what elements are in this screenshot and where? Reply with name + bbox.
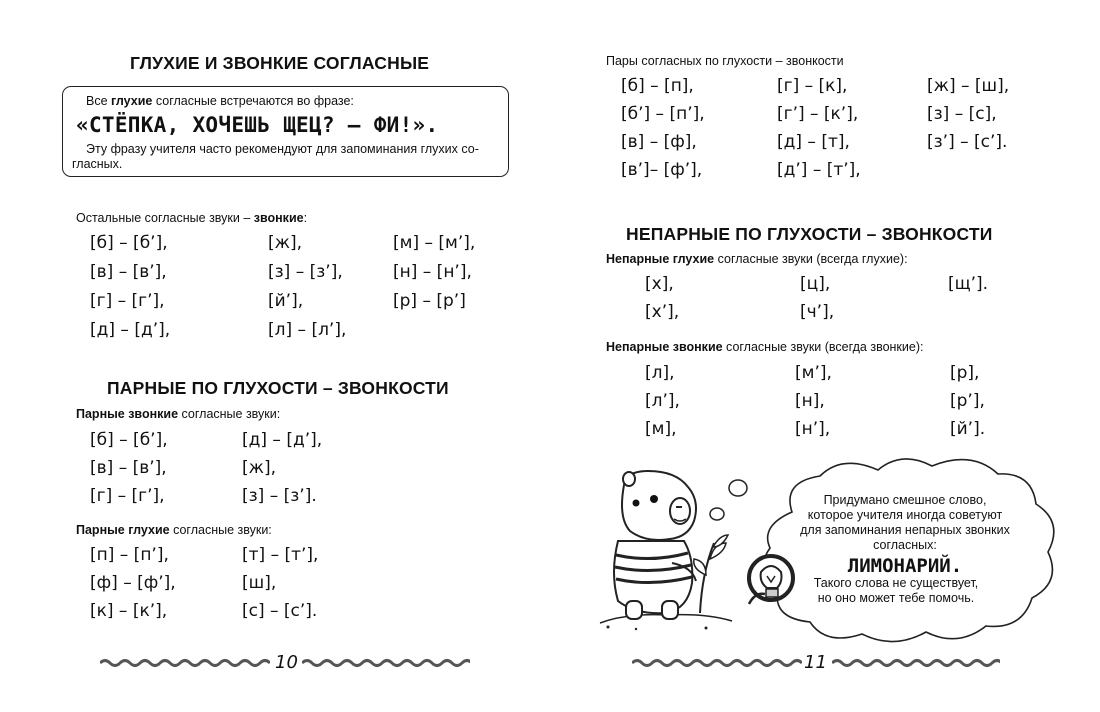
voiced-cell: [л] – [л’], [268,320,347,340]
cloud-text-top [770,493,1040,553]
pairs-cell: [д] – [т], [777,132,850,152]
voiced-intro-post: : [303,211,308,225]
unpaired-voiced-cell: [р], [950,363,980,383]
unpaired-voiceless-cell: [щ’]. [948,274,989,294]
unpaired-voiceless-cell: [х’], [645,302,680,322]
cloud-line2: которое учителя иногда советуют [807,508,1003,522]
paired-voiceless-cell: [ш], [242,573,277,593]
cloud-line5: Такого слова не существует, [813,576,979,590]
unpaired-voiced-cell: [н’], [795,419,831,439]
mnemonic-note-line1: Эту фразу учителя часто рекомендуют для запоминания глухих со- [86,142,479,156]
paired-voiceless-cell: [п] – [п’], [90,545,169,565]
unpaired-voiceless-cell: [ц], [800,274,831,294]
paired-voiceless-cell: [ф] – [ф’], [90,573,176,593]
pairs-cell: [в’]– [ф’], [621,160,703,180]
cloud-line3: для запоминания непарных звонких [800,523,1010,537]
page-number-right: 11 [804,652,827,673]
paired-voiced-cell: [б] – [б’], [90,430,168,450]
unpaired-voiceless-cell: [ч’], [800,302,835,322]
paired-voiceless-label [76,523,272,537]
cloud-line6: но оно может тебе помочь. [817,591,975,605]
voiced-intro-bold: звонкие [253,211,304,225]
paired-voiced-rest: согласные звуки: [178,407,281,421]
wavy-line-right-a [632,658,802,668]
voiceless-rule-intro [86,94,354,108]
unpaired-voiced-cell: [л’], [645,391,680,411]
pairs-label: Пары согласных по глухости – звонкости [606,54,844,68]
paired-title: ПАРНЫЕ ПО ГЛУХОСТИ – ЗВОНКОСТИ [107,378,449,398]
paired-voiceless-bold: Парные глухие [76,523,170,537]
intro-text-bold: глухие [111,94,153,108]
unpaired-voiced-cell: [н], [795,391,825,411]
mnemonic-note [72,142,502,172]
voiced-cell: [в] – [в’], [90,262,167,282]
unpaired-voiceless-label [606,252,908,266]
left-page-title: ГЛУХИЕ И ЗВОНКИЕ СОГЛАСНЫЕ [130,53,430,73]
voiced-cell: [г] – [г’], [90,291,165,311]
wavy-line-left-b [302,658,470,668]
unpaired-voiceless-rest: согласные звуки (всегда глухие): [714,252,908,266]
paired-voiced-bold: Парные звонкие [76,407,179,421]
mnemonic-note-line2: гласных. [72,157,123,171]
voiced-cell: [н] – [н’], [393,262,472,282]
unpaired-voiced-cell: [м’], [795,363,832,383]
paired-voiced-cell: [ж], [242,458,276,478]
intro-text-pre: Все [86,94,112,108]
mnemonic-phrase: «СТЁПКА, ХОЧЕШЬ ЩЕЦ? — ФИ!». [76,113,439,137]
pairs-cell: [г’] – [к’], [777,104,859,124]
unpaired-voiceless-bold: Непарные глухие [606,252,715,266]
wavy-line-right-b [832,658,1000,668]
unpaired-voiced-rest: согласные звуки (всегда звонкие): [722,340,924,354]
cloud-mnemonic-word: ЛИМОНАРИЙ. [847,555,963,577]
pairs-cell: [в] – [ф], [621,132,697,152]
paired-voiced-cell: [з] – [з’]. [242,486,317,506]
paired-voiced-label [76,407,280,421]
unpaired-voiced-cell: [л], [645,363,675,383]
cloud-text-bottom [776,576,1016,606]
cloud-line4: согласных: [873,538,937,552]
voiced-cell: [ж], [268,233,302,253]
unpaired-voiced-cell: [р’], [950,391,985,411]
paired-voiceless-cell: [т] – [т’], [242,545,319,565]
pairs-cell: [з] – [с], [927,104,997,124]
paired-voiced-cell: [в] – [в’], [90,458,167,478]
wavy-line-left-a [100,658,270,668]
pairs-cell: [г] – [к], [777,76,848,96]
voiced-cell: [р] – [р’] [393,291,466,311]
pairs-cell: [з’] – [с’]. [927,132,1008,152]
unpaired-voiceless-cell: [х], [645,274,674,294]
pairs-cell: [б’] – [п’], [621,104,705,124]
cloud-line1: Придумано смешное слово, [823,493,987,507]
voiced-cell: [з] – [з’], [268,262,343,282]
paired-voiceless-cell: [к] – [к’], [90,601,168,621]
pairs-cell: [д’] – [т’], [777,160,861,180]
unpaired-voiced-cell: [й’]. [950,419,986,439]
voiced-intro [76,211,307,225]
unpaired-voiced-label [606,340,923,354]
paired-voiceless-rest: согласные звуки: [169,523,272,537]
voiced-intro-pre: Остальные согласные звуки – [76,211,254,225]
voiced-cell: [б] – [б’], [90,233,168,253]
unpaired-title: НЕПАРНЫЕ ПО ГЛУХОСТИ – ЗВОНКОСТИ [626,224,993,244]
intro-text-post: согласные встречаются во фразе: [152,94,354,108]
page-number-left: 10 [275,652,298,673]
pairs-cell: [ж] – [ш], [927,76,1010,96]
paired-voiceless-cell: [с] – [с’]. [242,601,318,621]
voiced-cell: [д] – [д’], [90,320,171,340]
unpaired-voiced-bold: Непарные звонкие [606,340,723,354]
paired-voiced-cell: [д] – [д’], [242,430,323,450]
unpaired-voiced-cell: [м], [645,419,677,439]
pairs-cell: [б] – [п], [621,76,694,96]
voiced-cell: [м] – [м’], [393,233,476,253]
paired-voiced-cell: [г] – [г’], [90,486,165,506]
voiced-cell: [й’], [268,291,304,311]
